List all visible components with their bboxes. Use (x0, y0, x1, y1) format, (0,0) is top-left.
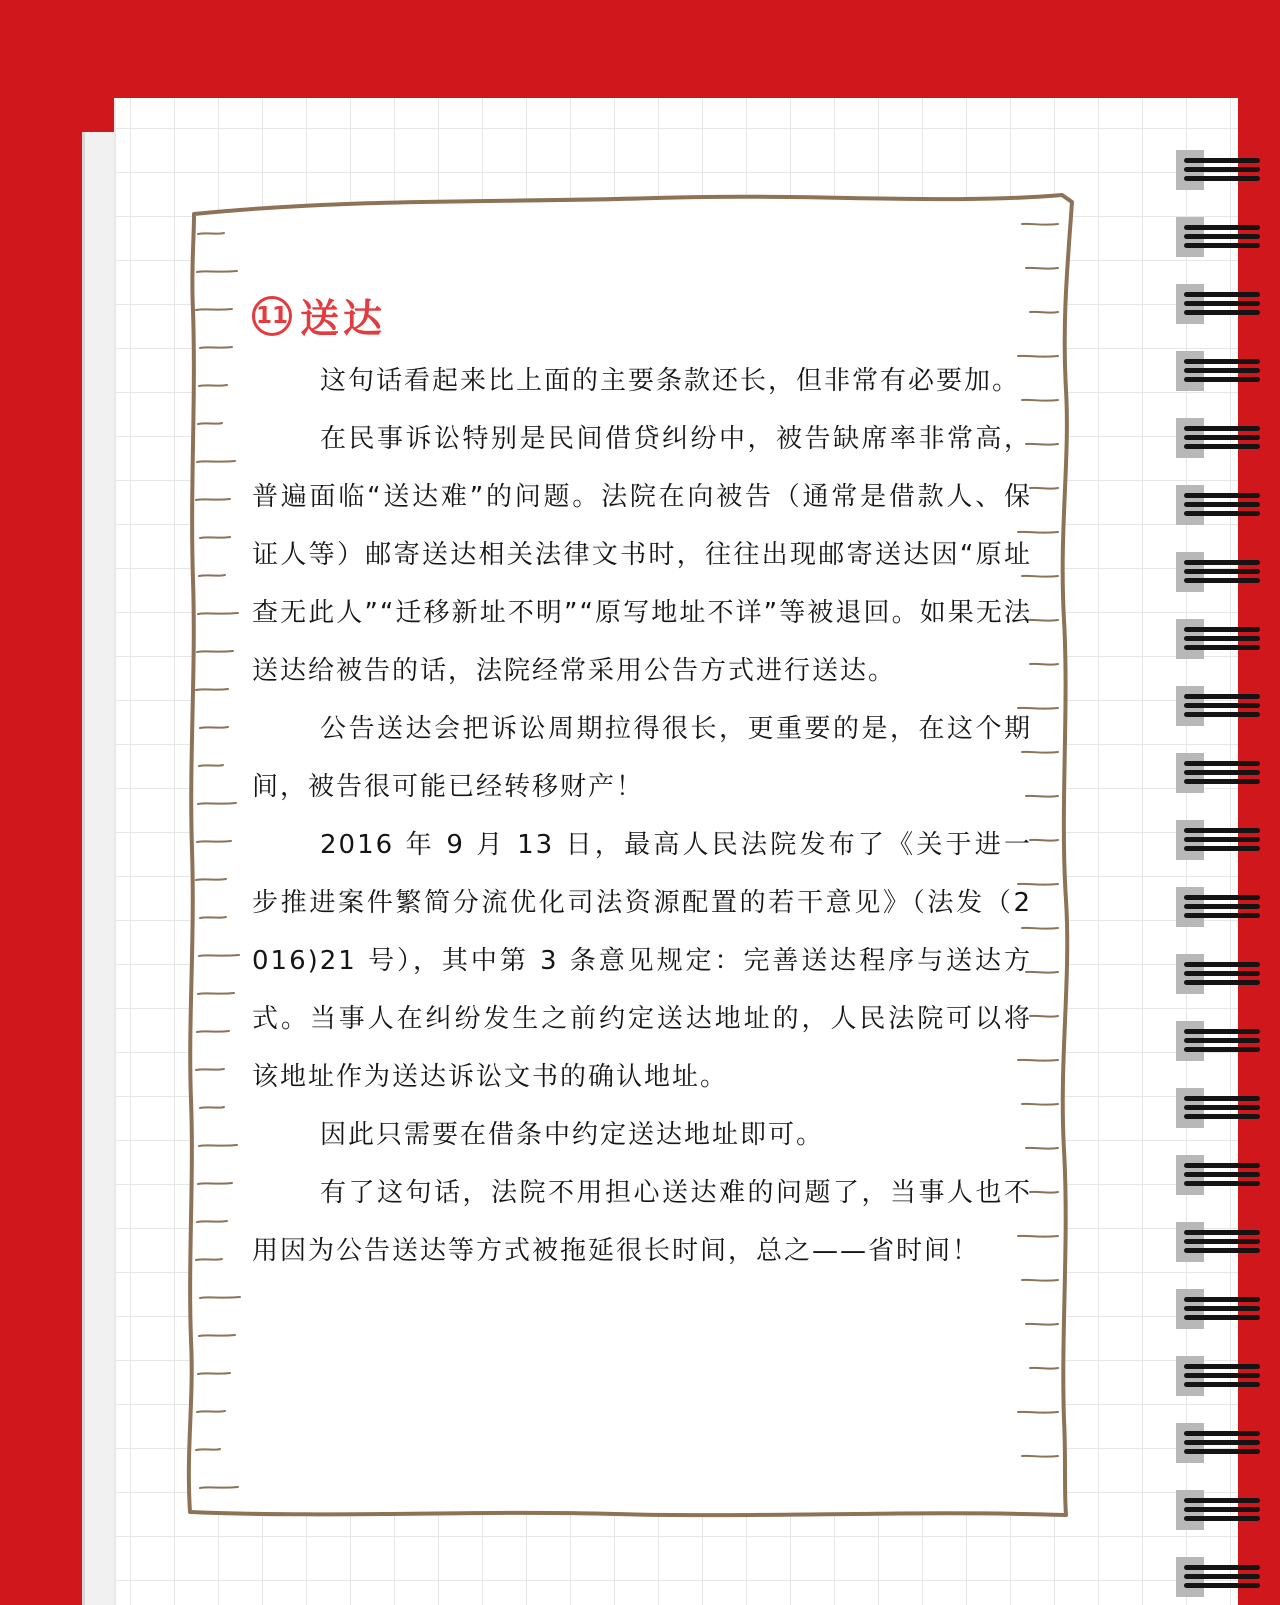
spiral-ring (1176, 887, 1262, 927)
paper-edge-tick (199, 1335, 235, 1336)
spiral-wire (1184, 962, 1260, 967)
spiral-wire (1184, 1373, 1260, 1378)
spiral-wire (1184, 1114, 1260, 1119)
paper-edge-tick (1026, 268, 1058, 269)
paragraph-6: 有了这句话，法院不用担心送达难的问题了，当事人也不用因为公告送达等方式被拖延很长时间，总之——省时间！ (252, 1178, 1032, 1266)
paper-edge-tick (199, 1145, 237, 1146)
paper-edge-tick (197, 1411, 225, 1412)
spiral-wire (1184, 627, 1260, 632)
spiral-wire (1184, 913, 1260, 918)
spiral-wire (1184, 1096, 1260, 1101)
spiral-wire (1184, 828, 1260, 833)
paper-edge-tick (200, 727, 228, 728)
spiral-wire (1184, 1583, 1260, 1588)
spiral-ring (1176, 1289, 1262, 1329)
paper-edge-tick (200, 347, 232, 348)
paper-edge-tick (196, 689, 228, 690)
spiral-wire (1184, 167, 1260, 172)
paragraph-1: 这句话看起来比上面的主要条款还长，但非常有必要加。 (320, 366, 1021, 396)
spiral-wire (1184, 569, 1260, 574)
spiral-wire (1184, 1449, 1260, 1454)
spiral-ring (1176, 150, 1262, 190)
spiral-wire (1184, 1498, 1260, 1503)
paper-edge-tick (1030, 840, 1058, 841)
paper-edge-tick (200, 1487, 238, 1488)
paper-edge-tick (198, 613, 238, 614)
paper-edge-tick (1030, 312, 1058, 313)
spiral-wire (1184, 1440, 1260, 1445)
spiral-wire (1184, 703, 1260, 708)
spiral-wire (1184, 1516, 1260, 1521)
paper-edge-tick (1030, 1016, 1058, 1017)
spiral-ring (1176, 1222, 1262, 1262)
paper-edge-tick (200, 917, 226, 918)
spiral-wire (1184, 225, 1260, 230)
spiral-wire (1184, 980, 1260, 985)
paper-edge-tick (196, 499, 230, 500)
spiral-wire (1184, 493, 1260, 498)
note-content (252, 286, 1032, 1280)
spiral-ring (1176, 1155, 1262, 1195)
spiral-wire (1184, 243, 1260, 248)
spiral-ring (1176, 351, 1262, 391)
spiral-wire (1184, 301, 1260, 306)
paper-edge-tick (198, 233, 224, 234)
spiral-wire (1184, 426, 1260, 431)
spiral-wire (1184, 1172, 1260, 1177)
spiral-wire (1184, 1507, 1260, 1512)
spiral-wire (1184, 837, 1260, 842)
spiral-wire (1184, 761, 1260, 766)
spiral-wire (1184, 310, 1260, 315)
paragraph-3: 公告送达会把诉讼周期拉得很长，更重要的是，在这个期间，被告很可能已经转移财产！ (252, 714, 1032, 802)
spiral-wire (1184, 645, 1260, 650)
paper-edge-tick (196, 879, 226, 880)
spiral-wire (1184, 971, 1260, 976)
spiral-wire (1184, 176, 1260, 181)
paper-edge-tick (196, 309, 232, 310)
spiral-wire (1184, 1565, 1260, 1570)
paper-edge-tick (198, 1373, 230, 1374)
spiral-wire (1184, 377, 1260, 382)
spiral-ring (1176, 954, 1262, 994)
paper-edge-tick (197, 1221, 227, 1222)
spiral-wire (1184, 560, 1260, 565)
spiral-wire (1184, 895, 1260, 900)
spiral-wire (1184, 1315, 1260, 1320)
paper-edge-tick (198, 803, 236, 804)
paper-edge-tick (196, 1069, 224, 1070)
spiral-wire (1184, 1306, 1260, 1311)
spiral-wire (1184, 1431, 1260, 1436)
spiral-wire (1184, 1239, 1260, 1244)
paper-edge-tick (200, 1297, 240, 1298)
spiral-ring (1176, 1356, 1262, 1396)
spiral-wire (1184, 1038, 1260, 1043)
spiral-wire (1184, 1230, 1260, 1235)
spiral-wire (1184, 1029, 1260, 1034)
circled-number-icon: 11 (252, 296, 292, 336)
spiral-wire (1184, 904, 1260, 909)
paper-edge-tick (197, 1031, 229, 1032)
spiral-ring (1176, 1021, 1262, 1061)
spiral-wire (1184, 1574, 1260, 1579)
spiral-wire (1184, 1248, 1260, 1253)
paper-edge-tick (197, 651, 233, 652)
spiral-wire (1184, 1297, 1260, 1302)
paper-edge-tick (1018, 1412, 1058, 1413)
spiral-ring (1176, 820, 1262, 860)
spiral-wire (1184, 1364, 1260, 1369)
paper-edge-tick (199, 955, 239, 956)
paper-edge-tick (1022, 1456, 1058, 1457)
spiral-wire (1184, 712, 1260, 717)
spiral-wire (1184, 636, 1260, 641)
spiral-ring (1176, 1423, 1262, 1463)
paper-edge-tick (1026, 1324, 1058, 1325)
spiral-wire (1184, 359, 1260, 364)
paper-edge-tick (198, 423, 222, 424)
spiral-wire (1184, 578, 1260, 583)
paper-edge-tick (200, 537, 230, 538)
spiral-wire (1184, 444, 1260, 449)
section-title: 送达 (300, 297, 387, 342)
paper-edge-tick (200, 1107, 224, 1108)
spiral-wire (1184, 770, 1260, 775)
spiral-wire (1184, 1105, 1260, 1110)
paper-edge-tick (196, 1259, 222, 1260)
paragraph-5: 因此只需要在借条中约定送达地址即可。 (320, 1120, 825, 1150)
section-heading (252, 286, 1032, 346)
paper-edge-tick (196, 1449, 220, 1450)
spiral-ring (1176, 1490, 1262, 1530)
spiral-wire (1184, 779, 1260, 784)
paper-edge-tick (197, 271, 237, 272)
spiral-ring (1176, 485, 1262, 525)
spiral-ring (1176, 217, 1262, 257)
spiral-wire (1184, 1047, 1260, 1052)
spiral-ring (1176, 552, 1262, 592)
spiral-wire (1184, 694, 1260, 699)
spiral-ring (1176, 1557, 1262, 1597)
spiral-wire (1184, 511, 1260, 516)
spiral-wire (1184, 1382, 1260, 1387)
paper-edge-tick (197, 841, 231, 842)
paper-edge-tick (197, 461, 235, 462)
paper-edge-tick (1022, 224, 1058, 225)
spiral-ring (1176, 418, 1262, 458)
spiral-binding-icon (1176, 150, 1262, 1605)
paper-edge-tick (199, 575, 225, 576)
paragraph-4: 2016 年 9 月 13 日，最高人民法院发布了《关于进一步推进案件繁简分流优化司法资源配置的若干意见》（法发（2016)21 号），其中第 3 条意见规定：完善送达程序与送达方式。当事人在纠纷发生之前约定送达地址的，人民法院可以将该地址作为送达诉讼文书的确认地址。 (252, 830, 1032, 1092)
paper-edge-tick (1030, 664, 1058, 665)
spiral-wire (1184, 846, 1260, 851)
spiral-ring (1176, 686, 1262, 726)
paper-edge-tick (198, 993, 234, 994)
spiral-wire (1184, 234, 1260, 239)
spiral-ring (1176, 753, 1262, 793)
spiral-ring (1176, 619, 1262, 659)
paper-edge-tick (199, 385, 227, 386)
paper-edge-tick (1030, 1368, 1058, 1369)
spiral-wire (1184, 502, 1260, 507)
paragraph-2: 在民事诉讼特别是民间借贷纠纷中，被告缺席率非常高，普遍面临“送达难”的问题。法院在向被告（通常是借款人、保证人等）邮寄送达相关法律文书时，往往出现邮寄送达因“原址查无此人”“迁移新址不明”“原写地址不详”等被退回。如果无法送达给被告的话，法院经常采用公告方式进行送达。 (252, 424, 1032, 686)
paper-edge-tick (198, 1183, 232, 1184)
spiral-ring (1176, 1088, 1262, 1128)
paper-edge-tick (1030, 488, 1058, 489)
spiral-wire (1184, 435, 1260, 440)
spiral-ring (1176, 284, 1262, 324)
spiral-wire (1184, 292, 1260, 297)
spiral-wire (1184, 1181, 1260, 1186)
paper-edge-tick (1030, 1192, 1058, 1193)
spiral-wire (1184, 1163, 1260, 1168)
spiral-wire (1184, 368, 1260, 373)
spiral-wire (1184, 158, 1260, 163)
paper-edge-tick (199, 765, 223, 766)
